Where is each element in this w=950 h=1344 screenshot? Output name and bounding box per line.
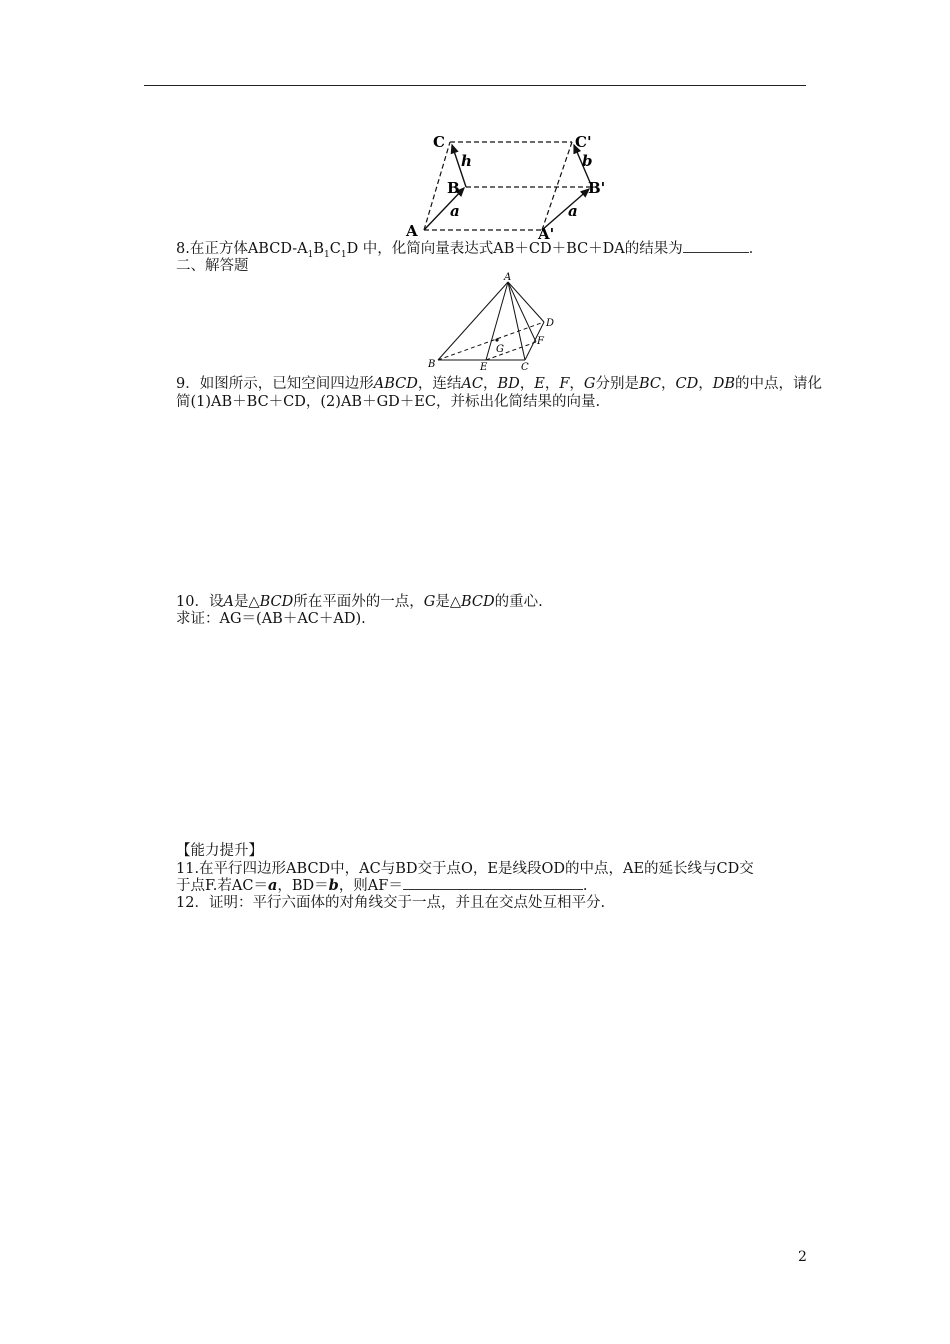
fig2-label-g: G [496, 344, 504, 355]
question-9-line-1: 9．如图所示，已知空间四边形ABCD，连结AC，BD，E，F，G分别是BC，CD，DB的中点，请化 [176, 376, 823, 392]
answer-blank-11[interactable] [403, 889, 583, 890]
fig1-label-b1: B [447, 179, 460, 197]
ability-section-title: 【能力提升】 [176, 843, 263, 859]
question-10-line-2: 求证：AG＝(AB＋AC＋AD). [176, 611, 366, 627]
question-9-line-2: 简(1)AB＋BC＋CD，(2)AB＋GD＋EC，并标出化简结果的向量. [176, 394, 601, 410]
question-12: 12．证明：平行六面体的对角线交于一点，并且在交点处互相平分. [176, 895, 606, 911]
fig1-label-c: C [433, 133, 445, 151]
question-11-line-2: 于点F.若AC＝a，BD＝b，则AF＝ . [176, 877, 588, 894]
fig1-label-c-prime: C' [575, 133, 592, 151]
header-rule [144, 85, 806, 86]
fig2-label-a: A [504, 272, 512, 283]
question-10-line-1: 10．设A是△BCD所在平面外的一点，G是△BCD的重心. [176, 594, 543, 610]
fig1-label-a-prime: A' [538, 225, 555, 240]
fig1-label-h: h [461, 152, 472, 170]
question-8: 8.在正方体ABCD-$A_1B_1C_1D$ 中，化简向量表达式AB＋CD＋BC＋DA的结果为 ． [176, 241, 764, 260]
figure-spatial-quadrilateral [424, 270, 564, 376]
fig2-label-e: E [480, 362, 488, 373]
figure-parallel-triangles [400, 128, 615, 240]
answer-blank-8[interactable] [683, 252, 749, 253]
fig2-label-c: C [521, 362, 529, 373]
fig1-label-a-point: A [406, 222, 418, 240]
fig1-label-a2: a [568, 202, 578, 220]
fig2-label-b: B [428, 359, 436, 370]
question-11-line-1: 11.在平行四边形ABCD中，AC与BD交于点O，E是线段OD的中点，AE的延长线与CD交 [176, 861, 754, 877]
fig1-label-b-prime: B' [588, 179, 606, 197]
section-title: 二、解答题 [176, 258, 249, 274]
fig2-label-d: D [546, 318, 555, 329]
fig1-label-a1: a [450, 202, 460, 220]
page-number: 2 [798, 1249, 807, 1265]
fig2-label-f: F [537, 336, 544, 347]
fig1-label-b: b [582, 152, 593, 170]
